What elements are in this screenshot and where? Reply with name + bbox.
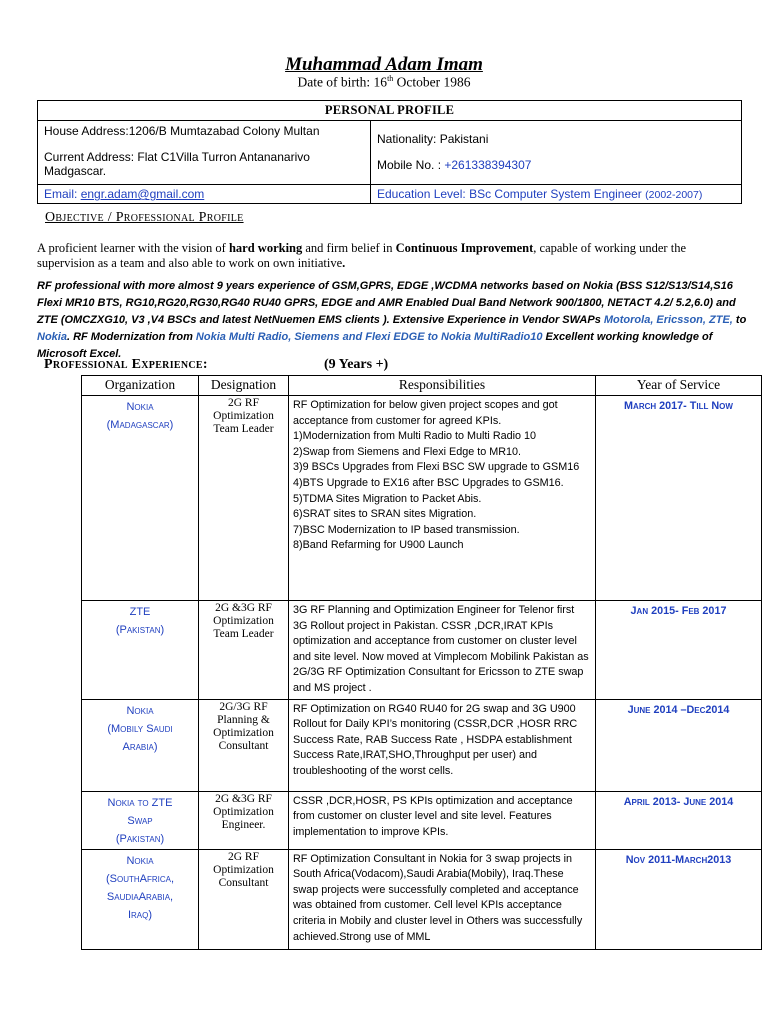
table-row (82, 396, 762, 601)
email-cell (38, 185, 371, 204)
summary-text-a: RF professional with more almost 9 years experience of GSM,GPRS, EDGE ,WCDMA networks based on Nokia (BSS S12/S13/S14,S16 Flexi MR10 BTS, RG10,RG20,RG30,RG40 RU40 GPRS, EDGE and AMR Enabled Dual Band Network 900/1800, NETACT 4.2/ 5.2,6.0) and ZTE (OMCZXG10, V3 ,V4 BSCs and latest NetNuemen EMS clients ). Extensive Experience in Vendor SWAPs (37, 280, 736, 326)
responsibilities-cell (289, 396, 596, 601)
year-cell (596, 791, 762, 849)
organization-cell (82, 849, 199, 949)
obj-text-e: , capable of working under the supervision as a team and also able to work on own initiative (37, 241, 686, 270)
candidate-name: Muhammad Adam Imam (285, 54, 483, 75)
designation-cell (199, 601, 289, 700)
table-row (82, 849, 762, 949)
education-label: Education Level: BSc Computer System Engineer (377, 187, 646, 201)
designation-text: 2G RF Optimization Team Leader (213, 397, 274, 435)
header-responsibilities: Responsibilities (289, 376, 596, 396)
contact-cell (371, 121, 742, 185)
objective-heading: Objective / Professional Profile (45, 210, 244, 225)
objective-paragraph (37, 241, 737, 270)
responsibilities-cell (289, 849, 596, 949)
responsibilities-cell (289, 601, 596, 700)
organization-cell (82, 396, 199, 601)
designation-cell (199, 849, 289, 949)
year-cell (596, 601, 762, 700)
header-designation: Designation (199, 376, 289, 396)
year-cell (596, 849, 762, 949)
experience-years: (9 Years +) (324, 357, 389, 372)
house-address: House Address:1206/B Mumtazabad Colony Multan (44, 124, 320, 138)
responsibilities-text: RF Optimization on RG40 RU40 for 2G swap and 3G U900 Rollout for Daily KPI’s monitoring (CSSR,DCR ,HOSR RRC Success Rate, RAB Success Rate , HSDPA establishment Success Rate,IRAT,SHO,Throughput per user) and troubleshooting of the worst cells. (293, 702, 578, 777)
designation-cell (199, 791, 289, 849)
summary-text-e: . RF Modernization from (66, 331, 196, 343)
obj-text-a: A proficient learner with the vision of (37, 241, 229, 255)
year-text: Jan 2015- Feb 2017 (630, 605, 727, 617)
education-cell (371, 185, 742, 204)
designation-cell (199, 699, 289, 791)
experience-heading: Professional Experience: (44, 357, 208, 372)
year-cell (596, 699, 762, 791)
summary-vendors: Motorola, Ericsson, ZTE, (603, 314, 733, 326)
header-organization: Organization (82, 376, 199, 396)
year-text: June 2014 –Dec2014 (627, 703, 730, 716)
obj-bold-continuous-improvement: Continuous Improvement (395, 241, 534, 255)
education-years: (2002-2007) (645, 189, 703, 201)
responsibilities-cell (289, 699, 596, 791)
experience-header-row (82, 376, 762, 396)
responsibilities-text: 3G RF Planning and Optimization Engineer for Telenor first 3G Rollout project in Pakistan. CSSR ,DCR,IRAT KPIs optimization and acceptance from customer on cluster level and site level. Now moved at Vimplecom Mobilink Pakistan as 2G/3G RF Optimization Consultant for Ericsson to ZTE swap and MS project . (293, 604, 589, 694)
organization-cell (82, 791, 199, 849)
table-row (82, 699, 762, 791)
obj-bold-hard-working: hard working (228, 241, 303, 255)
address-cell (38, 121, 371, 185)
date-of-birth (0, 74, 768, 91)
mobile-label: Mobile No. : (377, 158, 445, 172)
summary-modernization: Nokia Multi Radio, Siemens and Flexi EDGE to Nokia MultiRadio10 (195, 331, 543, 343)
personal-profile-table (37, 100, 742, 204)
year-cell (596, 396, 762, 601)
table-row (82, 791, 762, 849)
responsibilities-text: RF Optimization Consultant in Nokia for 3 swap projects in South Africa(Vodacom),Saudi Arabia(Mobily), Iraq.These swap projects were successfully completed and acceptance was obtained from customer. Cell level KPIs acceptance criteria in Mobily and cluster level in Others was successfully achieved.Strong use of MML (293, 852, 583, 943)
designation-text: 2G &3G RF Optimization Engineer. (213, 792, 274, 831)
table-row (82, 601, 762, 700)
year-text: April 2013- June 2014 (623, 795, 734, 808)
obj-text-f: . (342, 255, 346, 270)
dob-sup: th (387, 74, 394, 83)
designation-text: 2G RF Optimization Consultant (213, 850, 274, 889)
email-link[interactable]: engr.adam@gmail.com (80, 187, 205, 201)
designation-text: 2G/3G RF Planning & Optimization Consultant (213, 700, 274, 752)
professional-summary (37, 278, 759, 363)
dob-suffix: October 1986 (393, 74, 471, 90)
organization-cell (82, 699, 199, 791)
organization-text: Nokia (Mobily Saudi Arabia) (107, 704, 173, 753)
experience-table (81, 375, 762, 950)
designation-cell (199, 396, 289, 601)
designation-text: 2G &3G RF Optimization Team Leader (213, 602, 274, 640)
responsibilities-cell (289, 791, 596, 849)
responsibilities-text: RF Optimization for below given project scopes and got acceptance from customer for agreed KPIs. 1)Modernization from Multi Radio to Multi Radio 10 2)Swap from Siemens and Flexi Edge to MR10. 3)9 BSCs Upgrades from Flexi BSC SW upgrade to GSM16 4)BTS Upgrade to EX16 after BSC Upgrades to GSM16. 5)TDMA Sites Migration to Packet Abis. 6)SRAT sites to SRAN sites Migration. 7)BSC Modernization to IP based transmission. 8)Band Refarming for U900 Launch (293, 399, 580, 552)
current-address: Current Address: Flat C1Villa Turron Antananarivo Madgascar. (44, 150, 310, 178)
year-text: Nov 2011-March2013 (625, 853, 732, 866)
organization-text: Nokia (Madagascar) (106, 401, 174, 431)
header-year-of-service: Year of Service (596, 376, 762, 396)
summary-nokia: Nokia (37, 331, 67, 343)
organization-cell (82, 601, 199, 700)
year-text: March 2017- Till Now (624, 400, 733, 412)
summary-text-c: to (732, 314, 747, 326)
nationality: Nationality: Pakistani (377, 132, 489, 146)
organization-text: ZTE (Pakistan) (115, 606, 165, 636)
responsibilities-text: CSSR ,DCR,HOSR, PS KPIs optimization and acceptance from customer on cluster level and site level. Features implementation to improve KPIs. (293, 794, 573, 838)
email-label: Email: (44, 187, 81, 201)
organization-text: Nokia to ZTE Swap (Pakistan) (107, 796, 173, 845)
mobile-number[interactable]: +261338394307 (444, 158, 532, 172)
obj-text-c: and firm belief in (302, 241, 396, 255)
dob-prefix: Date of birth: 16 (297, 74, 388, 90)
summary-text-g: Excellent working knowledge of Microsoft Excel. (37, 331, 713, 360)
organization-text: Nokia (SouthAfrica, SaudiaArabia, Iraq) (105, 854, 175, 921)
personal-profile-heading: PERSONAL PROFILE (38, 101, 742, 121)
